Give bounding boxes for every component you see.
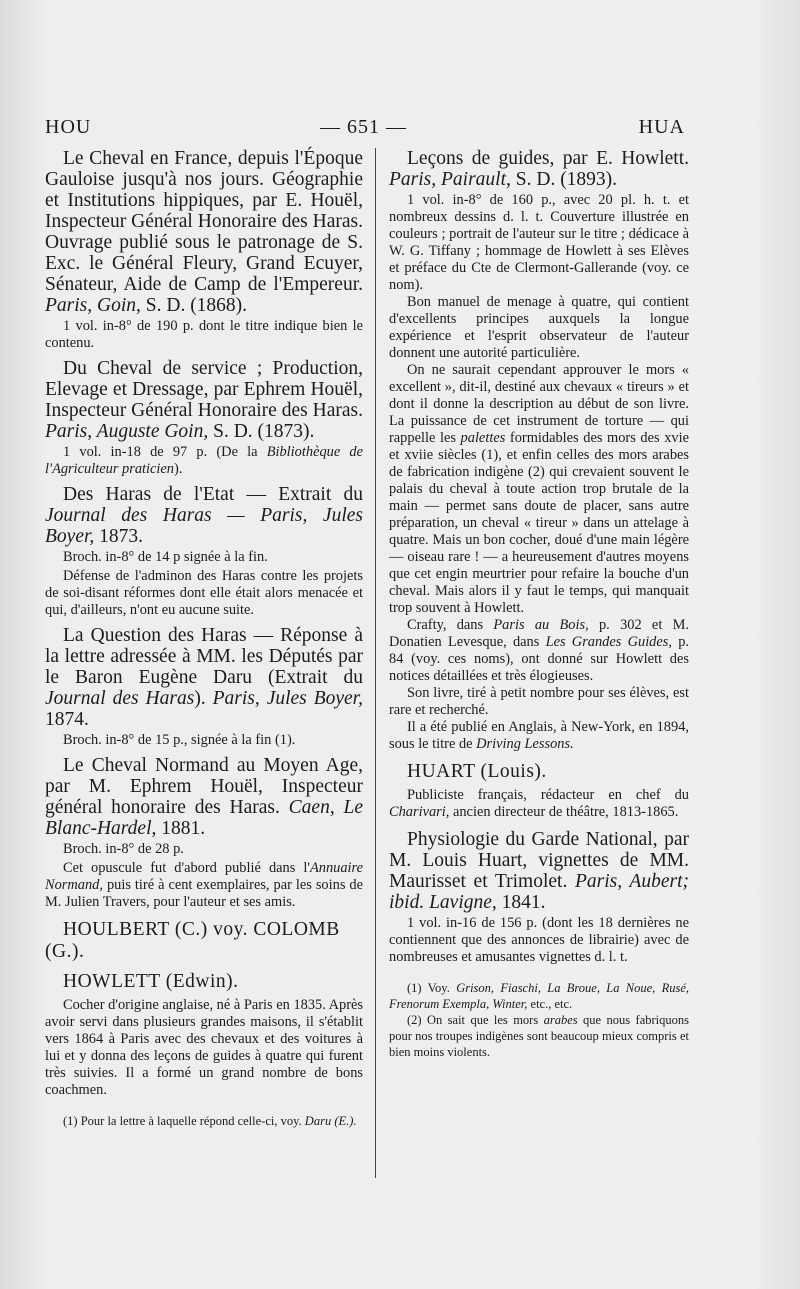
paragraph-text: Crafty, dans <box>407 617 494 633</box>
entry-paragraph <box>389 719 689 753</box>
publisher: Caen, Le Blanc-Hardel, <box>45 797 363 839</box>
title-text: Du Cheval de service ; Production, Elevage et Dressage, par Ephrem Houël, Inspecteur Général Honoraire des Haras. <box>45 358 363 421</box>
note-text-end: puis tiré à cent exemplaires, par les soins de M. Julien Travers, pour l'auteur et ses amis. <box>45 877 363 910</box>
entry-cheval-en-france <box>45 148 363 352</box>
publisher: Paris, Goin, <box>45 295 141 316</box>
entry-cheval-de-service <box>45 358 363 478</box>
entry-physiologie-garde-national <box>389 829 689 966</box>
footnote <box>389 1012 689 1060</box>
publisher: Paris, Auguste Goin, <box>45 421 209 442</box>
entry-paragraph: Son livre, tiré à petit nombre pour ses élèves, est rare et recherché. <box>389 685 689 718</box>
page-number: — 651 — <box>320 116 407 138</box>
title-text: Leçons de guides, par E. Howlett. <box>407 148 689 169</box>
title-date: 1881. <box>156 818 206 839</box>
entry-note: Broch. in-8° de 14 p signée à la fin. <box>63 549 268 565</box>
entry-question-des-haras <box>45 625 363 749</box>
publisher: Journal des Haras — Paris, Jules Boyer, <box>45 505 363 547</box>
author-bio <box>389 787 689 821</box>
entry-note <box>45 444 363 478</box>
entry-note: 1 vol. in-8° de 160 p., avec 20 pl. h. t. et nombreux dessins d. l. t. Couverture illustrée en couleurs ; portrait de l'auteur sur le titre ; dédicace à W. G. Tiffany ; hommage de Howlett à ses Elèves et préface du Cte de Clermont-Gallerande (voy. ce nom). <box>389 192 689 293</box>
running-header <box>45 116 685 142</box>
title-date: S. D. (1868). <box>140 295 248 316</box>
column-divider <box>375 148 376 1178</box>
entry-title <box>45 358 363 442</box>
entry-note: 1 vol. in-16 de 156 p. (dont les 18 dernières ne contiennent que des annonces de librairie) avec de nombreuses et amusantes vignettes d. l. t. <box>389 915 689 965</box>
title-text: ). <box>194 688 213 709</box>
footnote <box>389 980 689 1012</box>
title-date: S. D. (1873). <box>208 421 315 442</box>
book-title: Les Grandes Guides, <box>545 634 672 650</box>
entry-paragraph <box>389 362 689 617</box>
title-date: S. D. (1893). <box>510 169 618 190</box>
left-column <box>45 148 363 1129</box>
author-heading-huart: HUART (Louis). <box>407 761 547 782</box>
footnote-text: etc., etc. <box>527 997 573 1011</box>
entry-lecons-de-guides <box>389 148 689 753</box>
header-left: HOU <box>45 116 92 138</box>
title-text: Des Haras de l'Etat — Extrait du <box>63 484 363 505</box>
paragraph-text: p. 84 (voy. ces noms), ont donné sur Howlett des notices détaillées et très élogieuses. <box>389 634 689 684</box>
entry-paragraph: Bon manuel de menage à quatre, qui contient d'excellents principes auxquels la longue expérience et l'esprit observateur de l'auteur donnent une autorité particulière. <box>389 294 689 361</box>
entry-haras-de-l-etat <box>45 484 363 619</box>
note-text-end: ). <box>173 461 183 477</box>
entry-paragraph <box>389 617 689 685</box>
publisher: Paris, Aubert; ibid. Lavigne, <box>389 871 689 913</box>
book-title: Driving Lessons. <box>476 736 574 752</box>
journal-title: Charivari, <box>389 804 450 820</box>
entry-title <box>45 484 363 547</box>
author-heading-houlbert: HOULBERT (C.) voy. COLOMB (G.). <box>45 919 340 962</box>
title-date: 1874. <box>45 709 89 730</box>
entry-note: Défense de l'adminon des Haras contre les projets de soi-disant réformes dont elle était alors menacée et qui, d'ailleurs, n'ont eu aucune suite. <box>45 568 363 618</box>
entry-note: 1 vol. in-8° de 190 p. dont le titre indique bien le contenu. <box>45 318 363 351</box>
title-date: 1841. <box>496 892 546 913</box>
right-column <box>389 148 689 1060</box>
entry-title <box>389 148 689 190</box>
paragraph-text: formidables des mors des xvie et xviie siècles (1), et enfin celles des mors arabes de fabrication indigène (2) qui crevaient souvent le palais du cheval à toute action trop brutale de la main — permet sans doute de placer, sans autre préparation, un cheval « tireur » dans un attelage à quatre. Mais un bon cocher, doué d'une main légère — oiseau rare ! — a heureusement d'autres moyens que cet engin meurtrier pour refaire la bouche d'un cheval. Mais alors il y faut le temps, qui manquait trop souvent à Howlett. <box>389 430 689 616</box>
title-text: Physiologie du Garde National, par M. Louis Huart, vignettes de MM. Maurisset et Trimolet. <box>389 829 689 892</box>
publisher: Paris, Pairault, <box>389 169 511 190</box>
footnote-text: (1) Voy. <box>407 981 457 995</box>
title-text: Le Cheval Normand au Moyen Age, par M. Ephrem Houël, Inspecteur général honoraire des Haras. <box>45 755 363 818</box>
entry-note: Broch. in-8° de 15 p., signée à la fin (1). <box>63 732 296 748</box>
emphasis: palettes <box>460 430 506 446</box>
series-title: Bibliothèque de l'Agriculteur praticien <box>45 444 363 477</box>
note-text: Cet opuscule fut d'abord publié dans l' <box>63 860 310 876</box>
emphasis: arabes <box>543 1013 578 1027</box>
paragraph-text: p. 302 et M. Donatien Levesque, dans <box>389 617 689 650</box>
author-bio: Cocher d'origine anglaise, né à Paris en 1835. Après avoir servi dans plusieurs grandes maisons, il s'établit vers 1864 à Paris avec des chevaux et des voitures à lui et y donna des leçons de guides à quatre qui furent très suivies. Il a formé un grand nombre de bons coachmen. <box>45 997 363 1098</box>
bio-text: Publiciste français, rédacteur en chef du <box>407 787 689 803</box>
title-text: La Question des Haras — Réponse à la lettre adressée à MM. les Députés par le Baron Eugène Daru (Extrait du <box>45 625 363 688</box>
entry-note: Broch. in-8° de 28 p. <box>63 841 184 857</box>
footnote-ref: Grison, Fiaschi, La Broue, La Noue, Rusé, Frenorum Exempla, Winter, <box>389 981 689 1011</box>
footnote-text: que nous fabriquons pour nos troupes indigènes sont beaucoup mieux compris et bien moins violents. <box>389 1013 689 1059</box>
author-heading-howlett: HOWLETT (Edwin). <box>63 971 239 992</box>
entry-title <box>45 148 363 316</box>
header-right: HUA <box>638 116 685 138</box>
entry-cheval-normand <box>45 755 363 911</box>
footnote-text: (1) Pour la lettre à laquelle répond celle-ci, voy. <box>63 1114 305 1128</box>
journal-title: Annuaire Normand, <box>45 860 363 893</box>
journal-title: Journal des Haras <box>45 688 195 709</box>
entry-title <box>45 625 363 730</box>
entry-title <box>45 755 363 839</box>
title-text: Le Cheval en France, depuis l'Époque Gauloise jusqu'à nos jours. Géographie et Institutions hippiques, par E. Houël, Inspecteur Général Honoraire des Haras. Ouvrage publié sous le patronage de S. Exc. le Général Fleury, Grand Ecuyer, Sénateur, Aide de Camp de l'Empereur. <box>45 148 363 295</box>
entry-title <box>389 829 689 913</box>
footnote <box>45 1113 363 1129</box>
bio-text: ancien directeur de théâtre, 1813-1865. <box>449 804 679 820</box>
title-date: 1873. <box>94 526 144 547</box>
paragraph-text: Il a été publié en Anglais, à New-York, en 1894, sous le titre de <box>389 719 689 752</box>
footnote-text: (2) On sait que les mors <box>407 1013 544 1027</box>
book-title: Paris au Bois, <box>493 617 589 633</box>
paragraph-text: On ne saurait cependant approuver le mors « excellent », dit-il, destiné aux chevaux « tireurs » et dont il donne la description au début de son livre. La puissance de cet instrument de torture — qui rappelle les <box>389 362 689 446</box>
footnote-ref: Daru (E.). <box>304 1114 357 1128</box>
entry-note <box>45 860 363 911</box>
publisher: Paris, Jules Boyer, <box>212 688 363 709</box>
note-text: 1 vol. in-18 de 97 p. (De la <box>63 444 267 460</box>
